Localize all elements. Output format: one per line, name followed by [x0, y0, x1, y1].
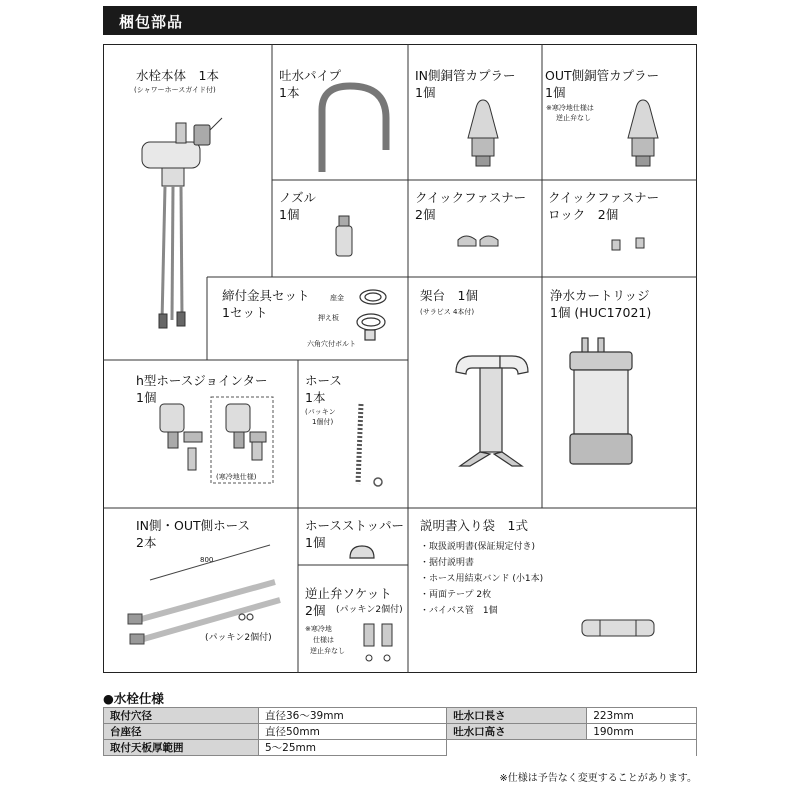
cartridge-label: 浄水カートリッジ — [550, 288, 650, 303]
check-valve-note-1: ※寒冷地 — [305, 625, 332, 633]
quick-fastener-illustration — [458, 236, 498, 246]
table-row — [104, 708, 697, 724]
in-out-hose-label: IN側・OUT側ホース — [136, 518, 251, 533]
manual-bag-item-3: ・ホース用結束バンド (小1本) — [420, 574, 544, 584]
spec-key: 台座径 — [104, 724, 259, 740]
out-coupler-note-2: 逆止弁なし — [556, 114, 591, 122]
h-jointer-qty: 1個 — [136, 390, 157, 405]
spec-table — [103, 707, 697, 756]
bypass-pipe-illustration — [582, 620, 654, 636]
quick-fastener-lock-qty: ロック 2個 — [548, 207, 619, 222]
faucet-body-sub: (シャワーホースガイド付) — [134, 86, 216, 94]
stand-label: 架台 1個 — [420, 288, 478, 303]
hose-length-label: 800 — [200, 556, 214, 564]
stand-illustration — [456, 356, 528, 466]
check-valve-note-2: 仕様は — [313, 636, 334, 644]
fitting-set-label: 締付金具セット — [222, 288, 310, 303]
spec-key: 吐水口長さ — [447, 708, 587, 724]
out-coupler-illustration — [628, 100, 658, 166]
spout-pipe-label: 吐水パイプ — [279, 68, 342, 83]
manual-bag-item-2: ・据付説明書 — [420, 558, 475, 568]
spec-key: 取付穴径 — [104, 708, 259, 724]
hose-stopper-qty: 1個 — [305, 535, 326, 550]
manual-bag-label: 説明書入り袋 1式 — [420, 518, 528, 533]
cartridge-qty: 1個 (HUC17021) — [550, 305, 652, 320]
h-jointer-illustration — [160, 404, 266, 470]
footer-note: ※仕様は予告なく変更することがあります。 — [499, 773, 697, 784]
quick-fastener-lock-label: クイックファスナー — [548, 190, 660, 205]
spec-key: 吐水口高さ — [447, 724, 587, 740]
table-row — [104, 724, 697, 740]
hose-stopper-illustration — [350, 546, 374, 558]
manual-bag-item-1: ・取扱説明書(保証規定付き) — [420, 542, 536, 552]
hose-sub-1: (パッキン — [305, 408, 336, 416]
stand-sub: (サラビス 4本付) — [420, 308, 475, 316]
table-row — [104, 740, 697, 756]
cold-spec-label: (寒冷地仕様) — [216, 473, 257, 481]
spec-value: 190mm — [587, 724, 697, 740]
check-valve-socket-illustration — [364, 624, 392, 661]
washer-label: 座金 — [330, 294, 344, 302]
hose-qty: 1本 — [305, 390, 326, 405]
fitting-set-qty: 1セット — [222, 305, 268, 320]
quick-fastener-label: クイックファスナー — [415, 190, 527, 205]
in-coupler-label: IN側銅管カプラー — [415, 68, 516, 83]
check-valve-socket-qty: 2個 — [305, 603, 326, 618]
in-out-hose-packing: (パッキン2個付) — [205, 633, 272, 643]
bolt-label: 六角穴付ボルト — [307, 340, 356, 348]
section-title: 梱包部品 — [119, 13, 184, 31]
quick-fastener-lock-illustration — [612, 238, 644, 250]
nozzle-label: ノズル — [279, 190, 317, 205]
in-out-hose-qty: 2本 — [136, 535, 157, 550]
out-coupler-label: OUT側銅管カプラー — [545, 68, 660, 83]
spout-pipe-qty: 1本 — [279, 85, 300, 100]
hose-label: ホース — [305, 373, 342, 388]
h-jointer-label: h型ホースジョインター — [136, 373, 268, 388]
fitting-set-illustration — [357, 290, 386, 340]
spec-value: 223mm — [587, 708, 697, 724]
quick-fastener-qty: 2個 — [415, 207, 436, 222]
faucet-body-label: 水栓本体 1本 — [136, 68, 219, 83]
plate-label: 押え板 — [318, 314, 339, 322]
spec-empty — [587, 740, 697, 756]
manual-bag-item-4: ・両面テープ 2枚 — [420, 590, 492, 600]
check-valve-note-3: 逆止弁なし — [310, 647, 345, 655]
nozzle-illustration — [336, 216, 352, 256]
spec-value: 5〜25mm — [259, 740, 447, 756]
cartridge-illustration — [570, 338, 632, 464]
spout-pipe-illustration — [322, 86, 386, 172]
hose-stopper-label: ホースストッパー — [305, 518, 405, 533]
in-coupler-qty: 1個 — [415, 85, 436, 100]
hose-illustration — [358, 404, 382, 486]
spec-value: 直径36〜39mm — [259, 708, 447, 724]
spec-value: 直径50mm — [259, 724, 447, 740]
in-coupler-illustration — [468, 100, 498, 166]
manual-bag-item-5: ・バイパス管 1個 — [420, 606, 498, 616]
faucet-body-illustration — [142, 118, 222, 328]
spec-empty — [447, 740, 587, 756]
check-valve-socket-label: 逆止弁ソケット — [305, 586, 392, 601]
spec-title: ●水栓仕様 — [103, 691, 164, 706]
hose-sub-2: 1個付) — [312, 418, 334, 426]
spec-key: 取付天板厚範囲 — [104, 740, 259, 756]
out-coupler-note-1: ※寒冷地仕様は — [546, 104, 594, 112]
check-valve-socket-packing: (パッキン2個付) — [336, 605, 403, 615]
nozzle-qty: 1個 — [279, 207, 300, 222]
out-coupler-qty: 1個 — [545, 85, 566, 100]
